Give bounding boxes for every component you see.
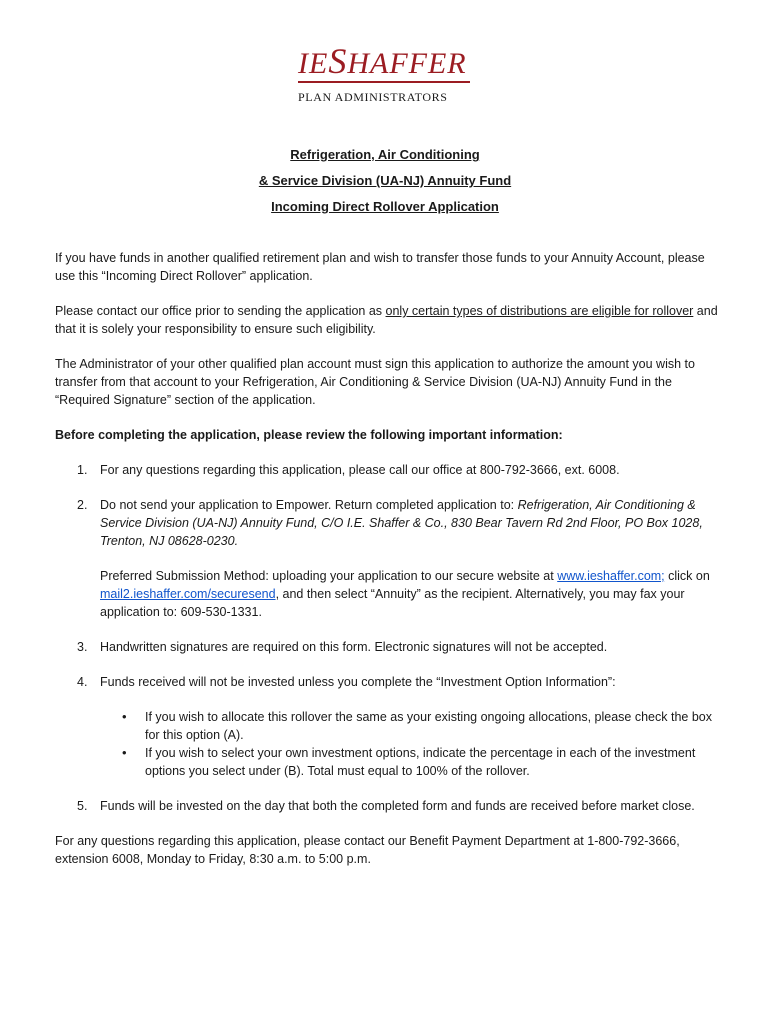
list-item	[55, 638, 720, 656]
intro-paragraph-1: If you have funds in another qualified retirement plan and wish to transfer those funds to your Annuity Account, please use this “Incoming Direct Rollover” application.	[55, 251, 705, 283]
item-text: Handwritten signatures are required on this form. Electronic signatures will not be accepted.	[100, 640, 608, 654]
item-text: Funds will be invested on the day that both the completed form and funds are received before market close.	[100, 799, 695, 813]
document-body	[55, 249, 720, 885]
bullet-icon: •	[122, 709, 127, 724]
list-item	[55, 797, 720, 815]
intro-p2-start: Please contact our office prior to sending the application as	[55, 304, 386, 318]
secure-send-link[interactable]: mail2.ieshaffer.com/securesend	[100, 587, 276, 601]
company-logo	[298, 41, 478, 104]
intro-paragraph-2	[55, 302, 720, 338]
item-text	[100, 496, 720, 550]
logo-initial: S	[328, 41, 348, 81]
instructions-list	[55, 461, 720, 815]
bullet-text: If you wish to allocate this rollover the same as your existing ongoing allocations, please check the box for this option (A).	[145, 710, 712, 742]
website-link[interactable]: www.ieshaffer.com;	[557, 569, 665, 583]
logo-prefix: IE	[298, 47, 329, 80]
bullet-item	[100, 744, 720, 780]
logo-divider	[298, 81, 470, 83]
submission-end: , and then select “Annuity” as the recipient. Alternatively, you may fax your application to: 609-530-1331.	[100, 587, 685, 619]
bullet-icon: •	[122, 745, 127, 760]
mailing-address: Refrigeration, Air Conditioning & Service Division (UA-NJ) Annuity Fund, C/O I.E. Shaffer & Co., 830 Bear Tavern Rd 2nd Floor, PO Box 1028, Trenton, NJ 08628-0230.	[100, 498, 703, 548]
title-line-2: & Service Division (UA-NJ) Annuity Fund	[258, 173, 512, 188]
closing-paragraph: For any questions regarding this application, please contact our Benefit Payment Department at 1-800-792-3666, extension 6008, Monday to Friday, 8:30 a.m. to 5:00 p.m.	[55, 834, 680, 866]
list-item	[55, 673, 720, 780]
item-number: 4.	[77, 675, 88, 689]
bullet-item	[100, 708, 720, 744]
investment-options-list	[100, 708, 720, 780]
bullet-text: If you wish to select your own investment options, indicate the percentage in each of the investment options you select under (B). Total must equal to 100% of the rollover.	[145, 746, 696, 778]
logo-subtitle: PLAN ADMINISTRATORS	[298, 89, 448, 104]
item-text: Funds received will not be invested unless you complete the “Investment Option Information”:	[100, 675, 616, 689]
eligibility-notice: only certain types of distributions are eligible for rollover	[385, 304, 694, 318]
list-item	[55, 461, 720, 479]
logo-wordmark	[298, 41, 478, 81]
item-number: 5.	[77, 799, 88, 813]
title-line-1: Refrigeration, Air Conditioning	[290, 147, 480, 162]
intro-p2-end: and that it is solely your responsibility to ensure such eligibility.	[55, 304, 718, 336]
instructions-heading: Before completing the application, please review the following important information:	[55, 428, 563, 442]
list-item	[55, 496, 720, 621]
item-number: 3.	[77, 640, 88, 654]
title-line-3: Incoming Direct Rollover Application	[271, 199, 499, 214]
submission-mid: click on	[664, 569, 710, 583]
item-text-start: Do not send your application to Empower. Return completed application to:	[100, 498, 518, 512]
document-title	[0, 142, 770, 220]
submission-method	[100, 567, 720, 621]
item-number: 1.	[77, 463, 88, 477]
item-text: For any questions regarding this application, please call our office at 800-792-3666, ext. 6008.	[100, 463, 620, 477]
submission-start: Preferred Submission Method: uploading your application to our secure website at	[100, 569, 558, 583]
intro-paragraph-3: The Administrator of your other qualified plan account must sign this application to authorize the amount you wish to transfer from that account to your Refrigeration, Air Conditioning & Service Division (UA-NJ) Annuity Fund in the “Required Signature” section of the application.	[55, 357, 695, 407]
item-number: 2.	[77, 498, 88, 512]
logo-rest: HAFFER	[347, 47, 467, 80]
